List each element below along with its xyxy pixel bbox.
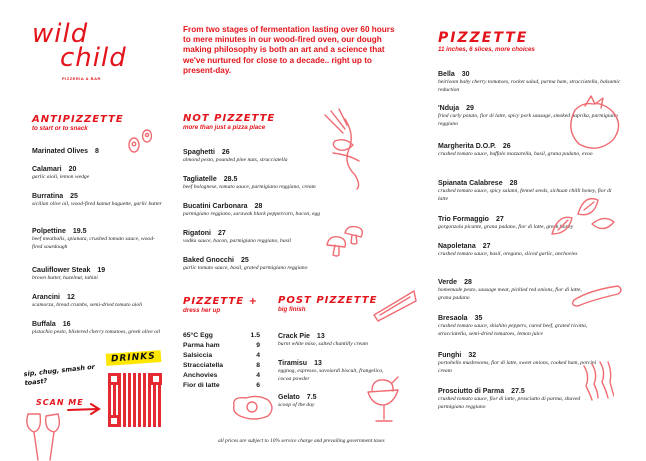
menu-item: Bresaola 35 crushed tomato sauce, shishito peppers, cured beef, grated ricotta, stracciatella, semi-dried tomatoes, lemon juice <box>438 315 588 337</box>
section-post-pizzette: POST PIZZETTE big finish <box>278 295 378 313</box>
menu-item: Napoletana 27 crushed tomato sauce, basil, oregano, sliced garlic, anchovies <box>438 243 578 257</box>
menu-item: Arancini 12 scamorza, bread crumbs, semi-dried tomato aioli <box>32 294 143 308</box>
menu-item: Margherita D.O.P. 26 crushed tomato sauce, buffalo mozzarella, basil, grana padano, evoo <box>438 143 593 157</box>
bacon-icon <box>580 360 614 402</box>
menu-item: Baked Gnocchi 25 garlic tomato sauce, basil, grated parmigiano reggiano <box>183 257 308 271</box>
menu-item: Spianata Calabrese 28 crushed tomato sauce, spicy salami, fennel seeds, sichuan chilli honey, fior di latte <box>438 180 612 202</box>
addon-row: Salsiccia 4 <box>183 352 260 359</box>
menu-item: Crack Pie 13 burnt white miso, salted chantilly cream <box>278 333 368 347</box>
menu-item: Verde 28 homemade pesto, sausage meat, pickled red onions, fior di latte, grana padano <box>438 279 582 301</box>
menu-item: Bella 30 heirloom baby cherry tomatoes, rocket salad, parma ham, stracciatella, balsamic reduction <box>438 71 621 93</box>
menu-item: Trio Formaggio 27 gorgonzola picante, grana padano, fior di latte, greek honey <box>438 216 574 230</box>
drinks-label: DRINKS <box>106 350 161 366</box>
addon-row: Fior di latte 6 <box>183 382 260 389</box>
menu-item: Gelato 7.5 scoop of the day <box>278 394 317 408</box>
menu-item: Calamari 20 garlic aioli, lemon wedge <box>32 166 90 180</box>
menu-item: Burratina 25 sicilian olive oil, wood-fired kamut baguette, garlic butter <box>32 193 162 207</box>
egg-icon <box>228 392 278 422</box>
logo-line-2: child <box>60 43 127 73</box>
section-pizzette: PIZZETTE 11 inches, 6 slices, more choices <box>438 30 535 53</box>
scan-me-label: SCAN ME <box>36 398 84 407</box>
olives-icon <box>125 126 155 156</box>
menu-item: Tagliatelle 28.5 beef bolognese, tomato sauce, parmigiano reggiano, cream <box>183 176 316 190</box>
tomato-icon <box>555 90 630 155</box>
menu-item: Funghi 32 portobello mushrooms, fior di latte, sweet onions, cooked ham, porcini cream <box>438 352 597 374</box>
addon-row: Stracciatella 8 <box>183 362 260 369</box>
section-title: ANTIPIZZETTE <box>32 114 124 125</box>
sausage-icon <box>570 280 625 310</box>
section-antipizzette <box>32 114 182 133</box>
menu-item: Marinated Olives 8 <box>32 148 99 155</box>
menu-item: Polpettine 19.5 beef meatballs, spianata, crushed tomato sauce, wood-fired sourdough <box>32 228 155 250</box>
menu-item: Buffala 16 pistachio pesto, blistered cherry tomatoes, greek olive oil <box>32 321 161 335</box>
footer-note: all prices are subject to 10% service charge and prevailing government taxes <box>218 438 385 444</box>
gelato-cup-icon <box>366 375 400 425</box>
logo-line-1: wild <box>32 19 89 49</box>
addon-row: Parma ham 9 <box>183 342 260 349</box>
menu-item: Bucatini Carbonara 28 parmigiano reggiano, sarawak black peppercorn, bacon, egg <box>183 203 321 217</box>
addons-list <box>183 331 260 391</box>
mushrooms-icon <box>325 225 365 260</box>
addon-row: 65°C Egg 1.5 <box>183 332 260 339</box>
logo <box>32 19 127 81</box>
menu-item: Cauliflower Steak 19 brown butter, hazelnut, tahini <box>32 267 106 281</box>
logo-tagline: PIZZERIA & BAR <box>62 76 101 81</box>
section-pizzette-plus: PIZZETTE + dress her up <box>183 296 258 314</box>
pie-slice-icon <box>370 285 420 325</box>
addon-row: Anchovies 4 <box>183 372 260 379</box>
menu-item: Prosciutto di Parma 27.5 crushed tomato sauce, fior di latte, prosciutto di parma, shaved parmigiano reggiano <box>438 388 581 410</box>
intro-text: From two stages of fermentation lasting over 60 hours to mere minutes in our wood-fired oven, our dough making philosophy is both an art and a science that we've nurtured for close to a decade.. right up to present-day. <box>183 25 395 75</box>
drinks-tagline: sip, chug, smash or toast? <box>23 362 96 388</box>
basil-leaves-icon <box>548 190 618 245</box>
wine-glasses-icon <box>22 410 72 461</box>
section-subtitle: to start or to snack <box>32 125 88 132</box>
section-not-pizzette: NOT PIZZETTE more than just a pizza place <box>183 113 276 131</box>
menu-item: Spaghetti 26 almond pesto, pounded pine nuts, stracciatella <box>183 149 288 163</box>
menu-item: Rigatoni 27 vodka sauce, bacon, parmigiano reggiano, basil <box>183 230 291 244</box>
menu-item: Tiramisu 13 eggnog, espresso, savoiardi biscuit, frangelico, cocoa powder <box>278 360 384 382</box>
menu-item: 'Nduja 29 fried curly potato, fior di latte, spicy pork sausage, smoked paprika, parmigiano reggiano <box>438 105 618 127</box>
drinks-qr-code[interactable] <box>108 373 162 427</box>
